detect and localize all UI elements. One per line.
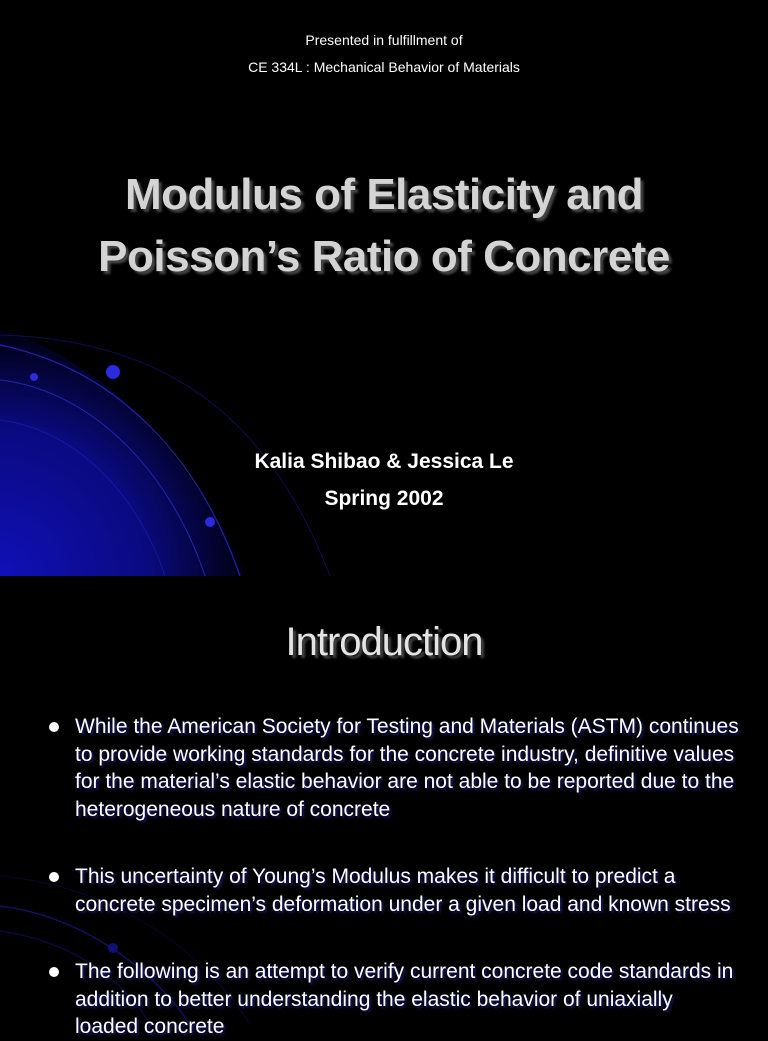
authors: Kalia Shibao & Jessica Le [254, 450, 514, 473]
bullet-icon [49, 872, 59, 882]
bullet-text: The following is an attempt to verify current concrete code standards in addition to better understanding the elastic behavior of uniaxially loaded concrete [75, 960, 734, 1038]
bullet-text: This uncertainty of Young’s Modulus makes it difficult to predict a concrete specimen’s deformation under a given load and known stress [75, 865, 731, 916]
term: Spring 2002 [324, 487, 444, 510]
bullet-item [40, 863, 740, 918]
presented-line: Presented in fulfillment of [305, 32, 463, 48]
slide-heading: Introduction [285, 620, 483, 664]
bullet-list [40, 713, 740, 1041]
bullet-text: While the American Society for Testing and Materials (ASTM) continues to provide working standards for the concrete industry, definitive values for the material’s elastic behavior are not able to be reported due to the heterogeneous nature of concrete [75, 715, 739, 821]
bullet-icon [49, 967, 59, 977]
course-line: CE 334L : Mechanical Behavior of Materials [248, 59, 520, 75]
bullet-item [40, 958, 740, 1041]
bullet-item [40, 713, 740, 823]
slide-title-line-2: Poisson’s Ratio of Concrete [98, 232, 670, 281]
introduction-slide [0, 576, 768, 1038]
slide-title-line-1: Modulus of Elasticity and [125, 170, 643, 219]
bullet-icon [49, 722, 59, 732]
